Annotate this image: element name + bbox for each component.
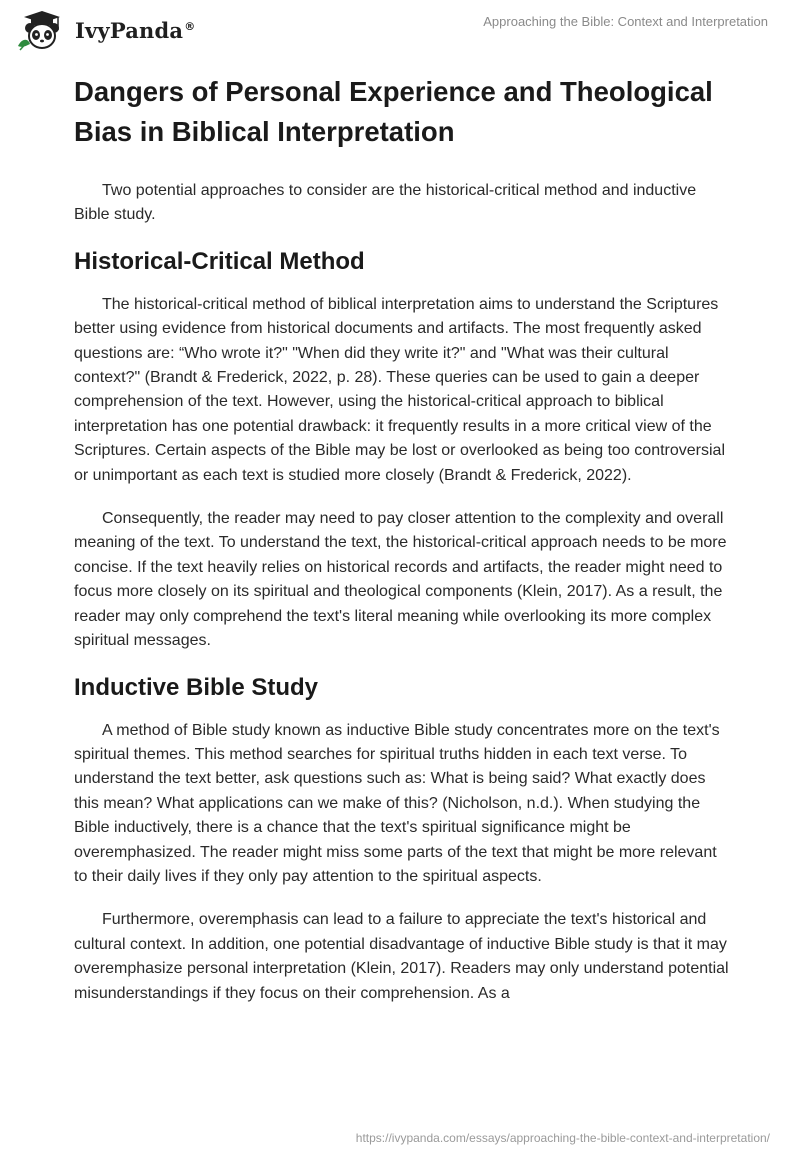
brand-name: IvyPanda® bbox=[75, 17, 196, 43]
intro-paragraph: Two potential approaches to consider are the historical-critical method and inductive Bible study. bbox=[74, 182, 697, 224]
paragraph: A method of Bible study known as inductive Bible study concentrates more on the text's spiritual themes. This method searches for spiritual truths hidden in each text verse. To understand the text better, ask questions such as: What is being said? What exactly does this mean? What applications can we make of this? (Nicholson, n.d.). When studying the Bible inductively, there is a chance that the text's spiritual significance might be overemphasized. The reader might miss some parts of the text that might be more relevant to their daily lives if they only pay attention to the spiritual aspects. bbox=[74, 721, 720, 885]
section-heading-historical-critical: Historical-Critical Method bbox=[74, 247, 365, 275]
paragraph: Consequently, the reader may need to pay closer attention to the complexity and overall meaning of the text. To understand the text, the historical-critical approach needs to be more concise. If the text heavily relies on historical records and artifacts, the reader might need to focus more closely on its spiritual and theological components (Klein, 2017). As a result, the reader may only comprehend the text's literal meaning while overlooking its more complex spiritual messages. bbox=[74, 510, 727, 650]
paragraph: The historical-critical method of biblical interpretation aims to understand the Scriptures better using evidence from historical documents and artifacts. The most frequently asked questions are: “Who wrote it?" "When did they write it?" and "What was their cultural context?" (Brandt & Frederick, 2022, p. 28). These queries can be used to gain a deeper comprehension of the text. However, using the historical-critical approach to biblical interpretation has one potential drawback: it frequently results in a more critical view of the Scriptures. Certain aspects of the Bible may be lost or overlooked as being too controversial or unimportant as each text is studied more closely (Brandt & Frederick, 2022). bbox=[74, 295, 725, 484]
document-title: Approaching the Bible: Context and Interpretation bbox=[483, 14, 768, 29]
article bbox=[74, 72, 734, 1025]
source-url[interactable]: https://ivypanda.com/essays/approaching-the-bible-context-and-interpretation/ bbox=[355, 1131, 770, 1145]
brand-logo[interactable] bbox=[14, 8, 195, 52]
brand-registered-mark: ® bbox=[184, 19, 196, 33]
article-title: Dangers of Personal Experience and Theological Bias in Biblical Interpretation bbox=[74, 76, 713, 147]
page-header bbox=[0, 0, 800, 70]
section-heading-inductive: Inductive Bible Study bbox=[74, 673, 319, 701]
paragraph: Furthermore, overemphasis can lead to a failure to appreciate the text's historical and cultural context. In addition, one potential disadvantage of inductive Bible study is that it may overemphasize personal interpretation (Klein, 2017). Readers may only understand potential misunderstandings if they focus on their comprehension. As a bbox=[74, 911, 729, 1002]
panda-graduate-logo-icon bbox=[14, 8, 70, 52]
